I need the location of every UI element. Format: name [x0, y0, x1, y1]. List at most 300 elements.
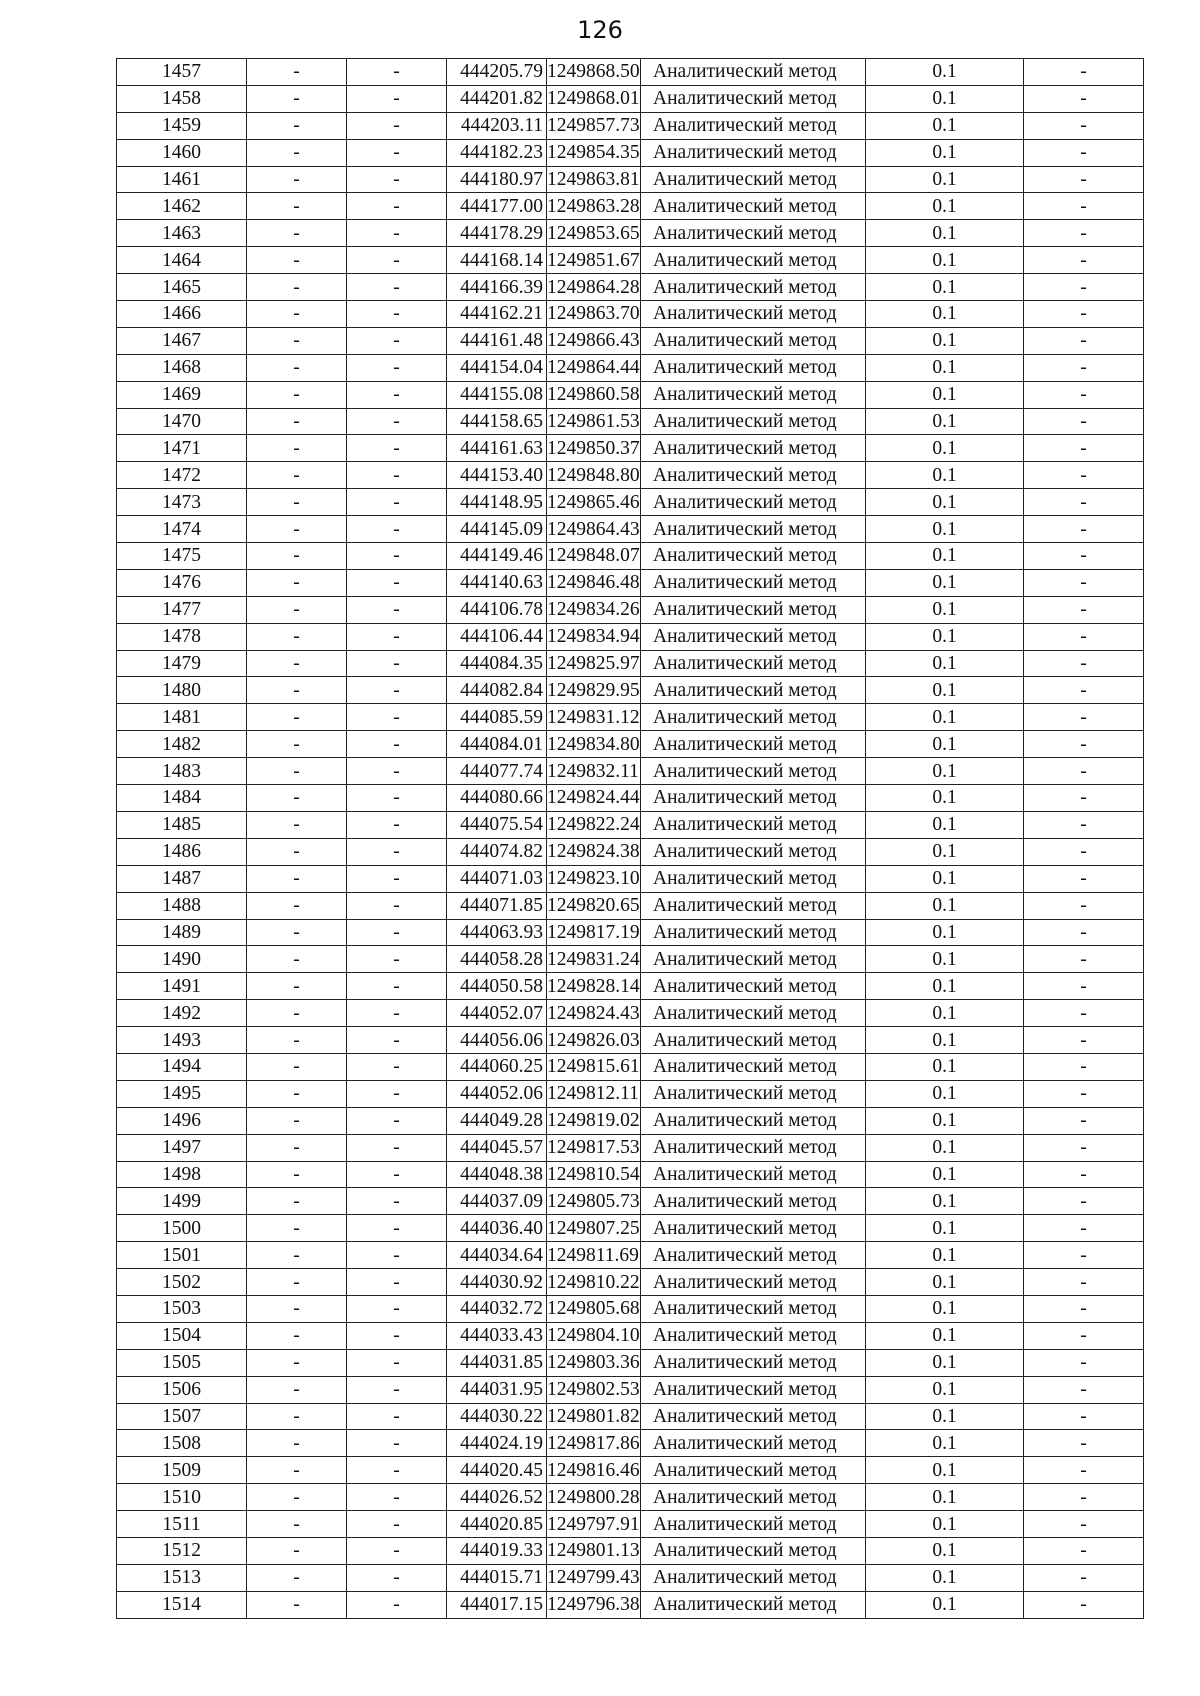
table-body — [117, 59, 1144, 1619]
point-number-cell: 1467 — [117, 327, 247, 354]
new-y-cell: 1249823.10 — [547, 865, 641, 892]
new-y-cell: 1249796.38 — [547, 1591, 641, 1618]
point-number-cell: 1487 — [117, 865, 247, 892]
method-cell: Аналитический метод — [641, 1376, 866, 1403]
method-cell: Аналитический метод — [641, 85, 866, 112]
new-y-cell: 1249829.95 — [547, 677, 641, 704]
new-x-cell: 444205.79 — [447, 59, 547, 86]
new-x-cell: 444082.84 — [447, 677, 547, 704]
old-y-cell: - — [347, 1322, 447, 1349]
old-x-cell: - — [247, 462, 347, 489]
old-x-cell: - — [247, 1511, 347, 1538]
new-x-cell: 444020.85 — [447, 1511, 547, 1538]
method-cell: Аналитический метод — [641, 973, 866, 1000]
new-x-cell: 444085.59 — [447, 704, 547, 731]
new-y-cell: 1249797.91 — [547, 1511, 641, 1538]
old-y-cell: - — [347, 758, 447, 785]
point-number-cell: 1508 — [117, 1430, 247, 1457]
table-row — [117, 247, 1144, 274]
method-cell: Аналитический метод — [641, 274, 866, 301]
new-y-cell: 1249812.11 — [547, 1080, 641, 1107]
method-cell: Аналитический метод — [641, 1295, 866, 1322]
new-y-cell: 1249800.28 — [547, 1484, 641, 1511]
accuracy-cell: 0.1 — [866, 301, 1024, 328]
new-y-cell: 1249815.61 — [547, 1053, 641, 1080]
new-x-cell: 444026.52 — [447, 1484, 547, 1511]
old-x-cell: - — [247, 543, 347, 570]
old-x-cell: - — [247, 1161, 347, 1188]
accuracy-cell: 0.1 — [866, 838, 1024, 865]
accuracy-cell: 0.1 — [866, 1349, 1024, 1376]
new-x-cell: 444020.45 — [447, 1457, 547, 1484]
new-y-cell: 1249810.22 — [547, 1269, 641, 1296]
old-y-cell: - — [347, 516, 447, 543]
new-y-cell: 1249831.12 — [547, 704, 641, 731]
new-x-cell: 444048.38 — [447, 1161, 547, 1188]
method-cell: Аналитический метод — [641, 1107, 866, 1134]
table-row — [117, 220, 1144, 247]
point-number-cell: 1470 — [117, 408, 247, 435]
table-row — [117, 677, 1144, 704]
new-x-cell: 444161.48 — [447, 327, 547, 354]
accuracy-cell: 0.1 — [866, 1027, 1024, 1054]
new-x-cell: 444158.65 — [447, 408, 547, 435]
old-y-cell: - — [347, 1215, 447, 1242]
point-number-cell: 1512 — [117, 1537, 247, 1564]
point-number-cell: 1494 — [117, 1053, 247, 1080]
point-number-cell: 1461 — [117, 166, 247, 193]
table-row — [117, 85, 1144, 112]
new-x-cell: 444153.40 — [447, 462, 547, 489]
method-cell: Аналитический метод — [641, 569, 866, 596]
new-x-cell: 444019.33 — [447, 1537, 547, 1564]
description-cell: - — [1024, 1484, 1144, 1511]
old-x-cell: - — [247, 677, 347, 704]
new-y-cell: 1249857.73 — [547, 112, 641, 139]
new-x-cell: 444168.14 — [447, 247, 547, 274]
point-number-cell: 1469 — [117, 381, 247, 408]
old-y-cell: - — [347, 1430, 447, 1457]
description-cell: - — [1024, 1591, 1144, 1618]
new-x-cell: 444071.03 — [447, 865, 547, 892]
accuracy-cell: 0.1 — [866, 919, 1024, 946]
old-y-cell: - — [347, 381, 447, 408]
new-y-cell: 1249799.43 — [547, 1564, 641, 1591]
old-x-cell: - — [247, 758, 347, 785]
old-y-cell: - — [347, 650, 447, 677]
point-number-cell: 1497 — [117, 1134, 247, 1161]
new-y-cell: 1249864.43 — [547, 516, 641, 543]
method-cell: Аналитический метод — [641, 1080, 866, 1107]
new-x-cell: 444178.29 — [447, 220, 547, 247]
accuracy-cell: 0.1 — [866, 247, 1024, 274]
old-y-cell: - — [347, 1134, 447, 1161]
old-x-cell: - — [247, 811, 347, 838]
old-x-cell: - — [247, 946, 347, 973]
table-row — [117, 1349, 1144, 1376]
old-x-cell: - — [247, 408, 347, 435]
method-cell: Аналитический метод — [641, 596, 866, 623]
accuracy-cell: 0.1 — [866, 1537, 1024, 1564]
old-x-cell: - — [247, 785, 347, 812]
table-row — [117, 892, 1144, 919]
accuracy-cell: 0.1 — [866, 1591, 1024, 1618]
description-cell: - — [1024, 1564, 1144, 1591]
method-cell: Аналитический метод — [641, 946, 866, 973]
accuracy-cell: 0.1 — [866, 704, 1024, 731]
old-x-cell: - — [247, 354, 347, 381]
accuracy-cell: 0.1 — [866, 112, 1024, 139]
old-x-cell: - — [247, 516, 347, 543]
old-y-cell: - — [347, 569, 447, 596]
table-row — [117, 274, 1144, 301]
old-x-cell: - — [247, 973, 347, 1000]
new-y-cell: 1249864.44 — [547, 354, 641, 381]
accuracy-cell: 0.1 — [866, 1430, 1024, 1457]
method-cell: Аналитический метод — [641, 1403, 866, 1430]
new-y-cell: 1249868.01 — [547, 85, 641, 112]
new-x-cell: 444182.23 — [447, 139, 547, 166]
old-y-cell: - — [347, 1484, 447, 1511]
table-row — [117, 946, 1144, 973]
point-number-cell: 1486 — [117, 838, 247, 865]
description-cell: - — [1024, 381, 1144, 408]
new-x-cell: 444033.43 — [447, 1322, 547, 1349]
point-number-cell: 1500 — [117, 1215, 247, 1242]
table-row — [117, 731, 1144, 758]
new-x-cell: 444056.06 — [447, 1027, 547, 1054]
point-number-cell: 1460 — [117, 139, 247, 166]
old-y-cell: - — [347, 1591, 447, 1618]
description-cell: - — [1024, 1027, 1144, 1054]
old-y-cell: - — [347, 220, 447, 247]
point-number-cell: 1476 — [117, 569, 247, 596]
table-row — [117, 1591, 1144, 1618]
method-cell: Аналитический метод — [641, 1511, 866, 1538]
old-x-cell: - — [247, 1322, 347, 1349]
old-y-cell: - — [347, 865, 447, 892]
new-y-cell: 1249863.28 — [547, 193, 641, 220]
description-cell: - — [1024, 811, 1144, 838]
table-row — [117, 301, 1144, 328]
new-y-cell: 1249846.48 — [547, 569, 641, 596]
accuracy-cell: 0.1 — [866, 1403, 1024, 1430]
accuracy-cell: 0.1 — [866, 1376, 1024, 1403]
old-x-cell: - — [247, 596, 347, 623]
accuracy-cell: 0.1 — [866, 1107, 1024, 1134]
accuracy-cell: 0.1 — [866, 1161, 1024, 1188]
new-y-cell: 1249865.46 — [547, 489, 641, 516]
new-y-cell: 1249834.26 — [547, 596, 641, 623]
point-number-cell: 1459 — [117, 112, 247, 139]
old-x-cell: - — [247, 139, 347, 166]
new-x-cell: 444155.08 — [447, 381, 547, 408]
accuracy-cell: 0.1 — [866, 435, 1024, 462]
description-cell: - — [1024, 596, 1144, 623]
method-cell: Аналитический метод — [641, 623, 866, 650]
old-y-cell: - — [347, 811, 447, 838]
old-y-cell: - — [347, 623, 447, 650]
new-x-cell: 444106.78 — [447, 596, 547, 623]
new-y-cell: 1249817.53 — [547, 1134, 641, 1161]
point-number-cell: 1492 — [117, 1000, 247, 1027]
old-x-cell: - — [247, 1591, 347, 1618]
description-cell: - — [1024, 112, 1144, 139]
method-cell: Аналитический метод — [641, 354, 866, 381]
old-y-cell: - — [347, 919, 447, 946]
new-y-cell: 1249848.80 — [547, 462, 641, 489]
new-y-cell: 1249868.50 — [547, 59, 641, 86]
new-x-cell: 444031.95 — [447, 1376, 547, 1403]
new-x-cell: 444154.04 — [447, 354, 547, 381]
old-x-cell: - — [247, 1430, 347, 1457]
new-x-cell: 444058.28 — [447, 946, 547, 973]
old-y-cell: - — [347, 1188, 447, 1215]
old-x-cell: - — [247, 1376, 347, 1403]
description-cell: - — [1024, 274, 1144, 301]
new-y-cell: 1249824.44 — [547, 785, 641, 812]
old-y-cell: - — [347, 489, 447, 516]
table-row — [117, 139, 1144, 166]
description-cell: - — [1024, 1537, 1144, 1564]
point-number-cell: 1511 — [117, 1511, 247, 1538]
new-x-cell: 444074.82 — [447, 838, 547, 865]
method-cell: Аналитический метод — [641, 838, 866, 865]
accuracy-cell: 0.1 — [866, 677, 1024, 704]
old-y-cell: - — [347, 1511, 447, 1538]
description-cell: - — [1024, 1188, 1144, 1215]
old-y-cell: - — [347, 543, 447, 570]
table-row — [117, 435, 1144, 462]
point-number-cell: 1513 — [117, 1564, 247, 1591]
table-row — [117, 1269, 1144, 1296]
description-cell: - — [1024, 919, 1144, 946]
table-row — [117, 1484, 1144, 1511]
accuracy-cell: 0.1 — [866, 274, 1024, 301]
old-y-cell: - — [347, 193, 447, 220]
table-row — [117, 785, 1144, 812]
new-y-cell: 1249848.07 — [547, 543, 641, 570]
point-number-cell: 1491 — [117, 973, 247, 1000]
description-cell: - — [1024, 489, 1144, 516]
description-cell: - — [1024, 435, 1144, 462]
description-cell: - — [1024, 1053, 1144, 1080]
old-x-cell: - — [247, 1564, 347, 1591]
new-x-cell: 444075.54 — [447, 811, 547, 838]
new-y-cell: 1249824.43 — [547, 1000, 641, 1027]
new-y-cell: 1249834.94 — [547, 623, 641, 650]
table-row — [117, 1564, 1144, 1591]
method-cell: Аналитический метод — [641, 301, 866, 328]
table-row — [117, 1322, 1144, 1349]
new-x-cell: 444201.82 — [447, 85, 547, 112]
new-x-cell: 444080.66 — [447, 785, 547, 812]
accuracy-cell: 0.1 — [866, 1215, 1024, 1242]
method-cell: Аналитический метод — [641, 1215, 866, 1242]
description-cell: - — [1024, 1511, 1144, 1538]
description-cell: - — [1024, 354, 1144, 381]
old-y-cell: - — [347, 1161, 447, 1188]
table-row — [117, 596, 1144, 623]
method-cell: Аналитический метод — [641, 1269, 866, 1296]
accuracy-cell: 0.1 — [866, 489, 1024, 516]
method-cell: Аналитический метод — [641, 785, 866, 812]
table-row — [117, 381, 1144, 408]
old-x-cell: - — [247, 865, 347, 892]
description-cell: - — [1024, 408, 1144, 435]
old-y-cell: - — [347, 462, 447, 489]
table-row — [117, 811, 1144, 838]
new-x-cell: 444203.11 — [447, 112, 547, 139]
accuracy-cell: 0.1 — [866, 1511, 1024, 1538]
method-cell: Аналитический метод — [641, 1591, 866, 1618]
point-number-cell: 1509 — [117, 1457, 247, 1484]
accuracy-cell: 0.1 — [866, 1322, 1024, 1349]
point-number-cell: 1457 — [117, 59, 247, 86]
old-y-cell: - — [347, 1000, 447, 1027]
new-x-cell: 444071.85 — [447, 892, 547, 919]
new-y-cell: 1249851.67 — [547, 247, 641, 274]
table-row — [117, 1511, 1144, 1538]
accuracy-cell: 0.1 — [866, 1242, 1024, 1269]
old-y-cell: - — [347, 408, 447, 435]
table-row — [117, 1295, 1144, 1322]
method-cell: Аналитический метод — [641, 1188, 866, 1215]
point-number-cell: 1484 — [117, 785, 247, 812]
new-y-cell: 1249810.54 — [547, 1161, 641, 1188]
old-x-cell: - — [247, 704, 347, 731]
new-y-cell: 1249861.53 — [547, 408, 641, 435]
description-cell: - — [1024, 1349, 1144, 1376]
point-number-cell: 1495 — [117, 1080, 247, 1107]
table-row — [117, 1027, 1144, 1054]
accuracy-cell: 0.1 — [866, 1269, 1024, 1296]
old-y-cell: - — [347, 1107, 447, 1134]
point-number-cell: 1493 — [117, 1027, 247, 1054]
new-y-cell: 1249863.81 — [547, 166, 641, 193]
old-x-cell: - — [247, 327, 347, 354]
old-y-cell: - — [347, 59, 447, 86]
method-cell: Аналитический метод — [641, 112, 866, 139]
accuracy-cell: 0.1 — [866, 381, 1024, 408]
old-x-cell: - — [247, 489, 347, 516]
accuracy-cell: 0.1 — [866, 85, 1024, 112]
accuracy-cell: 0.1 — [866, 811, 1024, 838]
old-y-cell: - — [347, 1403, 447, 1430]
point-number-cell: 1463 — [117, 220, 247, 247]
method-cell: Аналитический метод — [641, 59, 866, 86]
accuracy-cell: 0.1 — [866, 731, 1024, 758]
description-cell: - — [1024, 1430, 1144, 1457]
accuracy-cell: 0.1 — [866, 1000, 1024, 1027]
old-x-cell: - — [247, 1080, 347, 1107]
table-row — [117, 354, 1144, 381]
old-y-cell: - — [347, 139, 447, 166]
old-y-cell: - — [347, 1242, 447, 1269]
method-cell: Аналитический метод — [641, 677, 866, 704]
new-x-cell: 444030.92 — [447, 1269, 547, 1296]
accuracy-cell: 0.1 — [866, 623, 1024, 650]
old-y-cell: - — [347, 1537, 447, 1564]
old-x-cell: - — [247, 274, 347, 301]
new-x-cell: 444050.58 — [447, 973, 547, 1000]
table-row — [117, 1215, 1144, 1242]
description-cell: - — [1024, 865, 1144, 892]
accuracy-cell: 0.1 — [866, 1295, 1024, 1322]
old-x-cell: - — [247, 1134, 347, 1161]
description-cell: - — [1024, 1215, 1144, 1242]
description-cell: - — [1024, 1295, 1144, 1322]
old-y-cell: - — [347, 973, 447, 1000]
point-number-cell: 1505 — [117, 1349, 247, 1376]
old-x-cell: - — [247, 919, 347, 946]
method-cell: Аналитический метод — [641, 1349, 866, 1376]
table-row — [117, 1161, 1144, 1188]
method-cell: Аналитический метод — [641, 1134, 866, 1161]
table-row — [117, 166, 1144, 193]
accuracy-cell: 0.1 — [866, 865, 1024, 892]
new-y-cell: 1249866.43 — [547, 327, 641, 354]
old-x-cell: - — [247, 247, 347, 274]
old-x-cell: - — [247, 1000, 347, 1027]
old-x-cell: - — [247, 1269, 347, 1296]
new-y-cell: 1249802.53 — [547, 1376, 641, 1403]
new-x-cell: 444015.71 — [447, 1564, 547, 1591]
old-y-cell: - — [347, 946, 447, 973]
method-cell: Аналитический метод — [641, 1484, 866, 1511]
accuracy-cell: 0.1 — [866, 354, 1024, 381]
table-row — [117, 919, 1144, 946]
table-row — [117, 408, 1144, 435]
table-row — [117, 704, 1144, 731]
accuracy-cell: 0.1 — [866, 327, 1024, 354]
new-x-cell: 444077.74 — [447, 758, 547, 785]
description-cell: - — [1024, 758, 1144, 785]
old-x-cell: - — [247, 166, 347, 193]
point-number-cell: 1501 — [117, 1242, 247, 1269]
description-cell: - — [1024, 1457, 1144, 1484]
accuracy-cell: 0.1 — [866, 166, 1024, 193]
description-cell: - — [1024, 704, 1144, 731]
old-y-cell: - — [347, 1349, 447, 1376]
description-cell: - — [1024, 1080, 1144, 1107]
table-row — [117, 758, 1144, 785]
description-cell: - — [1024, 327, 1144, 354]
new-x-cell: 444034.64 — [447, 1242, 547, 1269]
point-number-cell: 1458 — [117, 85, 247, 112]
old-y-cell: - — [347, 1376, 447, 1403]
old-y-cell: - — [347, 596, 447, 623]
old-x-cell: - — [247, 85, 347, 112]
new-x-cell: 444052.06 — [447, 1080, 547, 1107]
point-number-cell: 1471 — [117, 435, 247, 462]
new-x-cell: 444162.21 — [447, 301, 547, 328]
table-row — [117, 59, 1144, 86]
accuracy-cell: 0.1 — [866, 543, 1024, 570]
old-x-cell: - — [247, 623, 347, 650]
new-y-cell: 1249811.69 — [547, 1242, 641, 1269]
old-x-cell: - — [247, 1242, 347, 1269]
new-y-cell: 1249831.24 — [547, 946, 641, 973]
accuracy-cell: 0.1 — [866, 758, 1024, 785]
old-x-cell: - — [247, 59, 347, 86]
old-x-cell: - — [247, 1053, 347, 1080]
coordinates-table — [116, 58, 1144, 1619]
description-cell: - — [1024, 85, 1144, 112]
method-cell: Аналитический метод — [641, 919, 866, 946]
point-number-cell: 1507 — [117, 1403, 247, 1430]
method-cell: Аналитический метод — [641, 892, 866, 919]
